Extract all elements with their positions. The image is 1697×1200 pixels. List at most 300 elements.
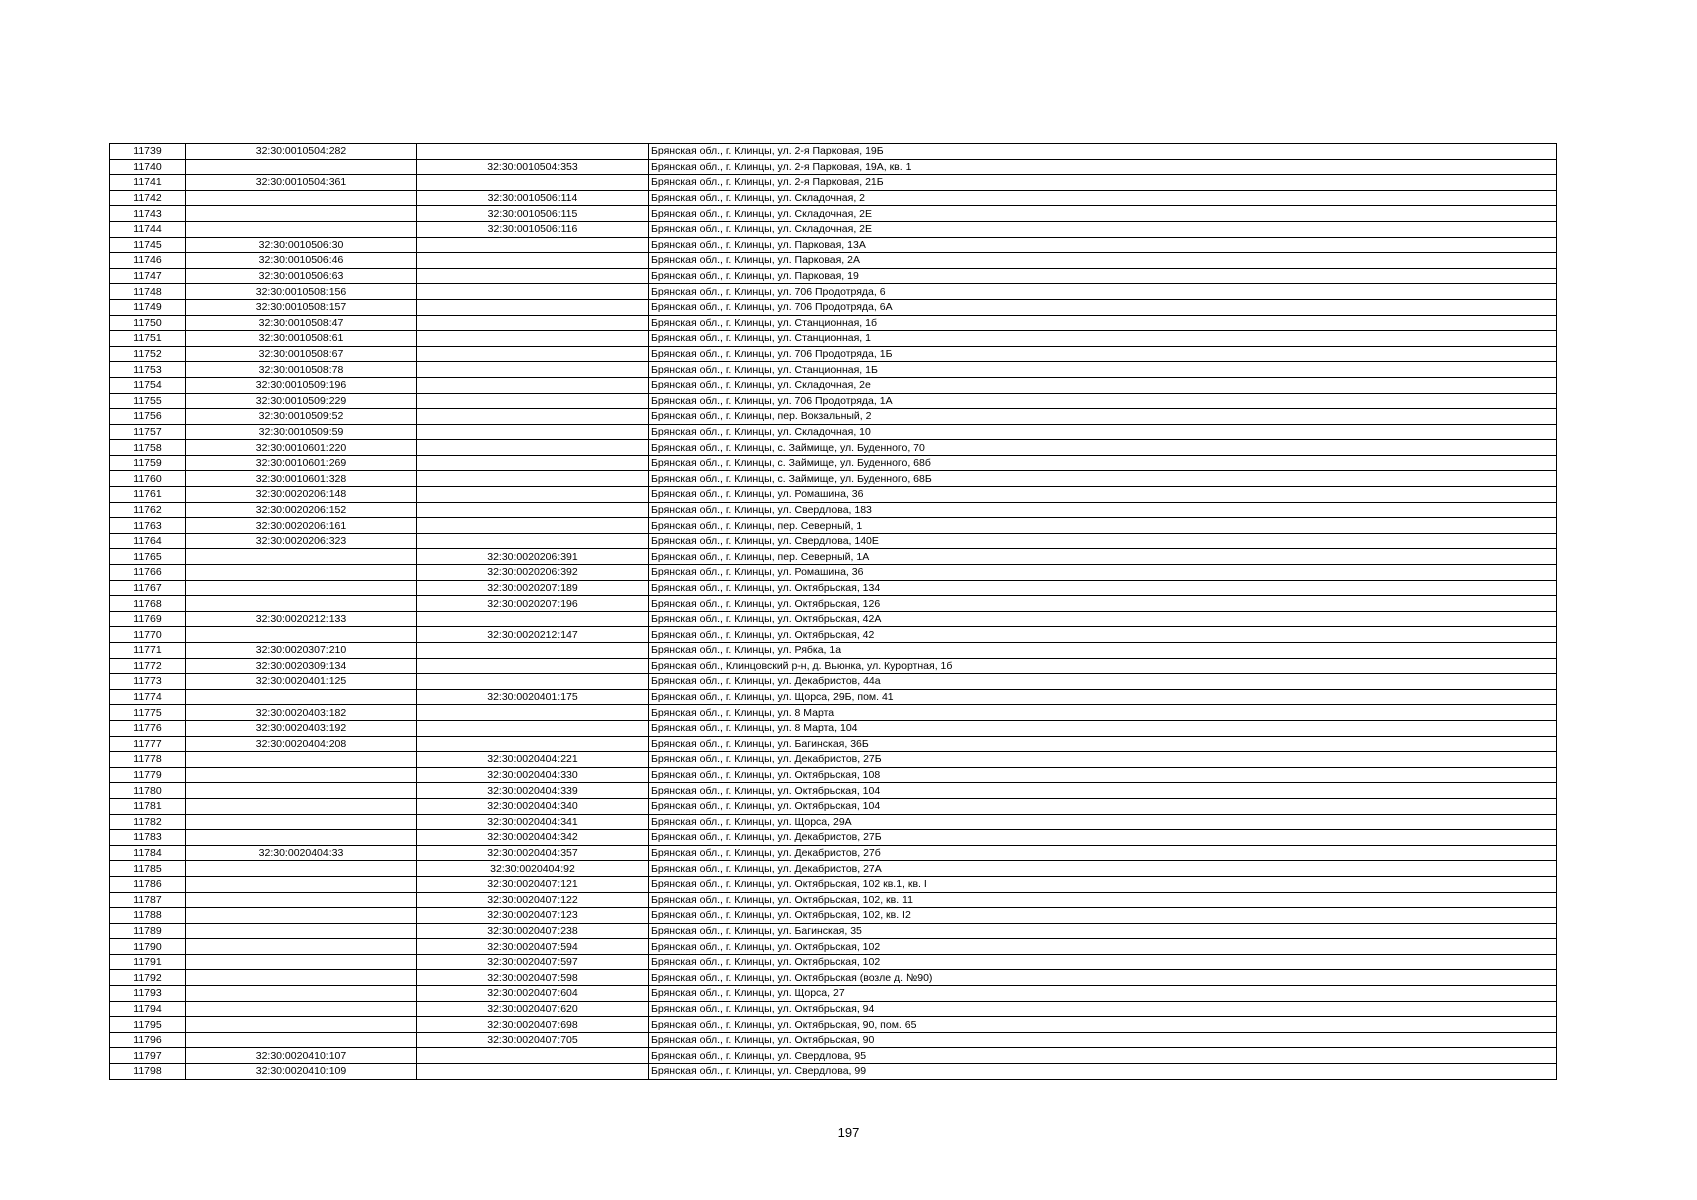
table-row — [110, 237, 1557, 253]
address-cell: Брянская обл., г. Клинцы, ул. Станционная, 1б — [649, 315, 1557, 331]
related-cadastral-number-cell: 32:30:0020407:121 — [417, 876, 649, 892]
related-cadastral-number-cell: 32:30:0020404:342 — [417, 830, 649, 846]
row-number-cell: 11785 — [110, 861, 186, 877]
cadastral-number-cell — [186, 689, 417, 705]
row-number-cell: 11784 — [110, 845, 186, 861]
row-number-cell: 11789 — [110, 923, 186, 939]
cadastral-number-cell: 32:30:0020212:133 — [186, 611, 417, 627]
table-row — [110, 377, 1557, 393]
cadastral-number-cell — [186, 908, 417, 924]
address-cell: Брянская обл., г. Клинцы, ул. Парковая, 2А — [649, 253, 1557, 269]
table-row — [110, 627, 1557, 643]
table-body — [110, 144, 1557, 1080]
related-cadastral-number-cell — [417, 705, 649, 721]
related-cadastral-number-cell: 32:30:0010506:115 — [417, 206, 649, 222]
table-row — [110, 424, 1557, 440]
table-row — [110, 190, 1557, 206]
row-number-cell: 11756 — [110, 409, 186, 425]
cadastral-number-cell: 32:30:0010508:47 — [186, 315, 417, 331]
row-number-cell: 11795 — [110, 1017, 186, 1033]
address-cell: Брянская обл., г. Клинцы, ул. Свердлова, 140Е — [649, 533, 1557, 549]
address-cell: Брянская обл., г. Клинцы, ул. Декабристов, 44а — [649, 674, 1557, 690]
cadastral-number-cell: 32:30:0010509:196 — [186, 377, 417, 393]
table-row — [110, 845, 1557, 861]
related-cadastral-number-cell — [417, 377, 649, 393]
address-cell: Брянская обл., г. Клинцы, ул. Ромашина, 36 — [649, 565, 1557, 581]
table-row — [110, 487, 1557, 503]
table-row — [110, 268, 1557, 284]
address-cell: Брянская обл., г. Клинцы, ул. Октябрьская, 104 — [649, 783, 1557, 799]
address-cell: Брянская обл., г. Клинцы, с. Займище, ул. Буденного, 70 — [649, 440, 1557, 456]
cadastral-number-cell — [186, 580, 417, 596]
table-row — [110, 1017, 1557, 1033]
row-number-cell: 11771 — [110, 643, 186, 659]
cadastral-number-cell — [186, 1001, 417, 1017]
address-cell: Брянская обл., г. Клинцы, ул. Октябрьская, 42А — [649, 611, 1557, 627]
related-cadastral-number-cell — [417, 674, 649, 690]
related-cadastral-number-cell: 32:30:0020404:357 — [417, 845, 649, 861]
address-cell: Брянская обл., г. Клинцы, ул. 706 Продотряда, 1А — [649, 393, 1557, 409]
cadastral-number-cell: 32:30:0010508:61 — [186, 331, 417, 347]
table-row — [110, 798, 1557, 814]
cadastral-number-cell: 32:30:0010601:220 — [186, 440, 417, 456]
related-cadastral-number-cell: 32:30:0020407:604 — [417, 986, 649, 1002]
table-row — [110, 720, 1557, 736]
address-cell: Брянская обл., г. Клинцы, ул. Октябрьская, 108 — [649, 767, 1557, 783]
related-cadastral-number-cell: 32:30:0020207:189 — [417, 580, 649, 596]
row-number-cell: 11772 — [110, 658, 186, 674]
related-cadastral-number-cell — [417, 1048, 649, 1064]
row-number-cell: 11792 — [110, 970, 186, 986]
table-row — [110, 159, 1557, 175]
address-cell: Брянская обл., г. Клинцы, ул. Щорса, 27 — [649, 986, 1557, 1002]
row-number-cell: 11757 — [110, 424, 186, 440]
related-cadastral-number-cell: 32:30:0010506:116 — [417, 221, 649, 237]
related-cadastral-number-cell — [417, 736, 649, 752]
cadastral-number-cell: 32:30:0010508:78 — [186, 362, 417, 378]
related-cadastral-number-cell: 32:30:0020212:147 — [417, 627, 649, 643]
address-cell: Брянская обл., г. Клинцы, ул. Станционная, 1 — [649, 331, 1557, 347]
cadastral-number-cell: 32:30:0020403:182 — [186, 705, 417, 721]
related-cadastral-number-cell — [417, 409, 649, 425]
cadastral-number-cell — [186, 565, 417, 581]
row-number-cell: 11759 — [110, 455, 186, 471]
row-number-cell: 11754 — [110, 377, 186, 393]
related-cadastral-number-cell — [417, 455, 649, 471]
address-cell: Брянская обл., г. Клинцы, ул. Свердлова, 99 — [649, 1064, 1557, 1080]
row-number-cell: 11774 — [110, 689, 186, 705]
cadastral-number-cell: 32:30:0020403:192 — [186, 720, 417, 736]
address-cell: Брянская обл., г. Клинцы, ул. Багинская, 35 — [649, 923, 1557, 939]
table-row — [110, 876, 1557, 892]
row-number-cell: 11791 — [110, 954, 186, 970]
row-number-cell: 11746 — [110, 253, 186, 269]
row-number-cell: 11750 — [110, 315, 186, 331]
cadastral-number-cell — [186, 783, 417, 799]
cadastral-number-cell: 32:30:0010509:52 — [186, 409, 417, 425]
cadastral-number-cell: 32:30:0020410:107 — [186, 1048, 417, 1064]
related-cadastral-number-cell — [417, 643, 649, 659]
related-cadastral-number-cell — [417, 502, 649, 518]
related-cadastral-number-cell — [417, 533, 649, 549]
row-number-cell: 11755 — [110, 393, 186, 409]
table-row — [110, 549, 1557, 565]
table-row — [110, 565, 1557, 581]
related-cadastral-number-cell: 32:30:0020207:196 — [417, 596, 649, 612]
cadastral-number-cell — [186, 954, 417, 970]
table-row — [110, 689, 1557, 705]
related-cadastral-number-cell: 32:30:0020407:597 — [417, 954, 649, 970]
address-cell: Брянская обл., г. Клинцы, ул. Ромашина, 36 — [649, 487, 1557, 503]
cadastral-number-cell: 32:30:0020404:208 — [186, 736, 417, 752]
table-row — [110, 1001, 1557, 1017]
address-cell: Брянская обл., г. Клинцы, ул. Щорса, 29Б, пом. 41 — [649, 689, 1557, 705]
table-row — [110, 1048, 1557, 1064]
related-cadastral-number-cell: 32:30:0020404:92 — [417, 861, 649, 877]
row-number-cell: 11798 — [110, 1064, 186, 1080]
related-cadastral-number-cell — [417, 175, 649, 191]
table-row — [110, 346, 1557, 362]
cadastral-number-cell — [186, 596, 417, 612]
cadastral-number-cell — [186, 986, 417, 1002]
cadastral-number-cell — [186, 752, 417, 768]
address-cell: Брянская обл., г. Клинцы, ул. Октябрьская, 102, кв. I2 — [649, 908, 1557, 924]
address-cell: Брянская обл., г. Клинцы, ул. Складочная, 10 — [649, 424, 1557, 440]
address-cell: Брянская обл., г. Клинцы, ул. Октябрьская, 134 — [649, 580, 1557, 596]
row-number-cell: 11775 — [110, 705, 186, 721]
table-row — [110, 409, 1557, 425]
row-number-cell: 11742 — [110, 190, 186, 206]
related-cadastral-number-cell — [417, 518, 649, 534]
address-cell: Брянская обл., г. Клинцы, пер. Северный, 1 — [649, 518, 1557, 534]
cadastral-number-cell: 32:30:0010601:328 — [186, 471, 417, 487]
address-cell: Брянская обл., г. Клинцы, ул. 2-я Парковая, 19А, кв. 1 — [649, 159, 1557, 175]
row-number-cell: 11743 — [110, 206, 186, 222]
row-number-cell: 11763 — [110, 518, 186, 534]
table-row — [110, 783, 1557, 799]
address-cell: Брянская обл., г. Клинцы, ул. Октябрьская, 94 — [649, 1001, 1557, 1017]
cadastral-number-cell: 32:30:0010504:361 — [186, 175, 417, 191]
related-cadastral-number-cell — [417, 315, 649, 331]
related-cadastral-number-cell: 32:30:0020407:238 — [417, 923, 649, 939]
cadastral-number-cell — [186, 1017, 417, 1033]
cadastral-table — [109, 143, 1557, 1080]
table-row — [110, 658, 1557, 674]
table-row — [110, 939, 1557, 955]
row-number-cell: 11748 — [110, 284, 186, 300]
related-cadastral-number-cell — [417, 253, 649, 269]
related-cadastral-number-cell: 32:30:0020407:705 — [417, 1032, 649, 1048]
related-cadastral-number-cell: 32:30:0020404:221 — [417, 752, 649, 768]
cadastral-number-cell: 32:30:0020206:161 — [186, 518, 417, 534]
address-cell: Брянская обл., г. Клинцы, ул. Свердлова, 183 — [649, 502, 1557, 518]
address-cell: Брянская обл., г. Клинцы, ул. Парковая, 13А — [649, 237, 1557, 253]
related-cadastral-number-cell: 32:30:0020206:391 — [417, 549, 649, 565]
related-cadastral-number-cell: 32:30:0020407:122 — [417, 892, 649, 908]
related-cadastral-number-cell: 32:30:0020206:392 — [417, 565, 649, 581]
table-row — [110, 471, 1557, 487]
table-row — [110, 206, 1557, 222]
cadastral-number-cell — [186, 1032, 417, 1048]
address-cell: Брянская обл., г. Клинцы, ул. Октябрьская, 126 — [649, 596, 1557, 612]
cadastral-number-cell: 32:30:0020410:109 — [186, 1064, 417, 1080]
cadastral-number-cell — [186, 767, 417, 783]
row-number-cell: 11769 — [110, 611, 186, 627]
row-number-cell: 11787 — [110, 892, 186, 908]
related-cadastral-number-cell: 32:30:0020404:340 — [417, 798, 649, 814]
related-cadastral-number-cell — [417, 471, 649, 487]
table-row — [110, 144, 1557, 160]
row-number-cell: 11760 — [110, 471, 186, 487]
cadastral-number-cell — [186, 861, 417, 877]
related-cadastral-number-cell: 32:30:0020407:594 — [417, 939, 649, 955]
address-cell: Брянская обл., г. Клинцы, ул. Декабристов, 27Б — [649, 752, 1557, 768]
address-cell: Брянская обл., г. Клинцы, пер. Северный, 1А — [649, 549, 1557, 565]
row-number-cell: 11767 — [110, 580, 186, 596]
related-cadastral-number-cell: 32:30:0020407:598 — [417, 970, 649, 986]
cadastral-number-cell — [186, 830, 417, 846]
cadastral-number-cell — [186, 206, 417, 222]
cadastral-number-cell: 32:30:0020206:148 — [186, 487, 417, 503]
cadastral-number-cell — [186, 970, 417, 986]
related-cadastral-number-cell — [417, 658, 649, 674]
address-cell: Брянская обл., г. Клинцы, ул. Октябрьская (возле д. №90) — [649, 970, 1557, 986]
row-number-cell: 11740 — [110, 159, 186, 175]
related-cadastral-number-cell: 32:30:0020404:339 — [417, 783, 649, 799]
row-number-cell: 11783 — [110, 830, 186, 846]
table-row — [110, 315, 1557, 331]
table-row — [110, 986, 1557, 1002]
address-cell: Брянская обл., г. Клинцы, ул. Декабристов, 27Б — [649, 830, 1557, 846]
table-row — [110, 502, 1557, 518]
row-number-cell: 11777 — [110, 736, 186, 752]
address-cell: Брянская обл., г. Клинцы, ул. Октябрьская, 102 — [649, 954, 1557, 970]
cadastral-number-cell: 32:30:0010509:59 — [186, 424, 417, 440]
related-cadastral-number-cell — [417, 440, 649, 456]
table-row — [110, 440, 1557, 456]
row-number-cell: 11739 — [110, 144, 186, 160]
row-number-cell: 11778 — [110, 752, 186, 768]
address-cell: Брянская обл., г. Клинцы, с. Займище, ул. Буденного, 68б — [649, 455, 1557, 471]
table-row — [110, 393, 1557, 409]
address-cell: Брянская обл., г. Клинцы, ул. 8 Марта, 104 — [649, 720, 1557, 736]
row-number-cell: 11761 — [110, 487, 186, 503]
table-row — [110, 1032, 1557, 1048]
related-cadastral-number-cell — [417, 393, 649, 409]
row-number-cell: 11797 — [110, 1048, 186, 1064]
related-cadastral-number-cell: 32:30:0020407:620 — [417, 1001, 649, 1017]
related-cadastral-number-cell — [417, 720, 649, 736]
cadastral-number-cell: 32:30:0020206:323 — [186, 533, 417, 549]
row-number-cell: 11768 — [110, 596, 186, 612]
row-number-cell: 11764 — [110, 533, 186, 549]
row-number-cell: 11753 — [110, 362, 186, 378]
row-number-cell: 11782 — [110, 814, 186, 830]
row-number-cell: 11751 — [110, 331, 186, 347]
table-row — [110, 892, 1557, 908]
related-cadastral-number-cell — [417, 611, 649, 627]
address-cell: Брянская обл., г. Клинцы, ул. 2-я Парковая, 21Б — [649, 175, 1557, 191]
address-cell: Брянская обл., г. Клинцы, ул. Складочная, 2 — [649, 190, 1557, 206]
row-number-cell: 11786 — [110, 876, 186, 892]
address-cell: Брянская обл., г. Клинцы, ул. Складочная, 2Е — [649, 221, 1557, 237]
related-cadastral-number-cell: 32:30:0010504:353 — [417, 159, 649, 175]
address-cell: Брянская обл., г. Клинцы, ул. Октябрьская, 102 — [649, 939, 1557, 955]
cadastral-number-cell: 32:30:0010506:30 — [186, 237, 417, 253]
table-row — [110, 643, 1557, 659]
related-cadastral-number-cell — [417, 268, 649, 284]
address-cell: Брянская обл., г. Клинцы, с. Займище, ул. Буденного, 68Б — [649, 471, 1557, 487]
row-number-cell: 11741 — [110, 175, 186, 191]
table-row — [110, 299, 1557, 315]
cadastral-number-cell — [186, 627, 417, 643]
related-cadastral-number-cell — [417, 1064, 649, 1080]
table-row — [110, 814, 1557, 830]
address-cell: Брянская обл., г. Клинцы, ул. Станционная, 1Б — [649, 362, 1557, 378]
cadastral-number-cell: 32:30:0010504:282 — [186, 144, 417, 160]
row-number-cell: 11752 — [110, 346, 186, 362]
related-cadastral-number-cell — [417, 487, 649, 503]
row-number-cell: 11781 — [110, 798, 186, 814]
address-cell: Брянская обл., г. Клинцы, ул. Октябрьская, 90, пом. 65 — [649, 1017, 1557, 1033]
row-number-cell: 11749 — [110, 299, 186, 315]
cadastral-number-cell: 32:30:0010506:46 — [186, 253, 417, 269]
address-cell: Брянская обл., г. Клинцы, ул. Октябрьская, 42 — [649, 627, 1557, 643]
table-row — [110, 767, 1557, 783]
row-number-cell: 11747 — [110, 268, 186, 284]
table-row — [110, 253, 1557, 269]
page-number: 197 — [837, 1125, 860, 1140]
cadastral-number-cell — [186, 892, 417, 908]
cadastral-number-cell: 32:30:0010509:229 — [186, 393, 417, 409]
address-cell: Брянская обл., г. Клинцы, пер. Вокзальный, 2 — [649, 409, 1557, 425]
related-cadastral-number-cell — [417, 331, 649, 347]
table-row — [110, 861, 1557, 877]
table-row — [110, 705, 1557, 721]
row-number-cell: 11788 — [110, 908, 186, 924]
row-number-cell: 11745 — [110, 237, 186, 253]
address-cell: Брянская обл., г. Клинцы, ул. Щорса, 29А — [649, 814, 1557, 830]
related-cadastral-number-cell: 32:30:0010506:114 — [417, 190, 649, 206]
cadastral-number-cell — [186, 190, 417, 206]
row-number-cell: 11773 — [110, 674, 186, 690]
address-cell: Брянская обл., г. Клинцы, ул. Рябка, 1а — [649, 643, 1557, 659]
table-row — [110, 970, 1557, 986]
related-cadastral-number-cell: 32:30:0020407:698 — [417, 1017, 649, 1033]
table-row — [110, 284, 1557, 300]
related-cadastral-number-cell: 32:30:0020404:341 — [417, 814, 649, 830]
cadastral-number-cell: 32:30:0020401:125 — [186, 674, 417, 690]
table-row — [110, 830, 1557, 846]
address-cell: Брянская обл., г. Клинцы, ул. 706 Продотряда, 1Б — [649, 346, 1557, 362]
row-number-cell: 11793 — [110, 986, 186, 1002]
table-row — [110, 331, 1557, 347]
row-number-cell: 11780 — [110, 783, 186, 799]
related-cadastral-number-cell: 32:30:0020404:330 — [417, 767, 649, 783]
address-cell: Брянская обл., г. Клинцы, ул. 8 Марта — [649, 705, 1557, 721]
address-cell: Брянская обл., г. Клинцы, ул. Октябрьская, 90 — [649, 1032, 1557, 1048]
table-row — [110, 611, 1557, 627]
table-row — [110, 455, 1557, 471]
row-number-cell: 11766 — [110, 565, 186, 581]
row-number-cell: 11779 — [110, 767, 186, 783]
related-cadastral-number-cell — [417, 362, 649, 378]
address-cell: Брянская обл., г. Клинцы, ул. Складочная, 2е — [649, 377, 1557, 393]
cadastral-number-cell: 32:30:0020307:210 — [186, 643, 417, 659]
cadastral-number-cell: 32:30:0010601:269 — [186, 455, 417, 471]
cadastral-number-cell: 32:30:0020404:33 — [186, 845, 417, 861]
table-row — [110, 596, 1557, 612]
address-cell: Брянская обл., г. Клинцы, ул. Свердлова, 95 — [649, 1048, 1557, 1064]
cadastral-number-cell — [186, 159, 417, 175]
related-cadastral-number-cell — [417, 299, 649, 315]
row-number-cell: 11770 — [110, 627, 186, 643]
address-cell: Брянская обл., Клинцовский р-н, д. Вьюнка, ул. Курортная, 1б — [649, 658, 1557, 674]
table-row — [110, 923, 1557, 939]
address-cell: Брянская обл., г. Клинцы, ул. 2-я Парковая, 19Б — [649, 144, 1557, 160]
cadastral-number-cell: 32:30:0010506:63 — [186, 268, 417, 284]
cadastral-number-cell: 32:30:0010508:156 — [186, 284, 417, 300]
cadastral-number-cell: 32:30:0010508:157 — [186, 299, 417, 315]
table-row — [110, 518, 1557, 534]
row-number-cell: 11790 — [110, 939, 186, 955]
address-cell: Брянская обл., г. Клинцы, ул. Парковая, 19 — [649, 268, 1557, 284]
row-number-cell: 11776 — [110, 720, 186, 736]
cadastral-number-cell — [186, 814, 417, 830]
address-cell: Брянская обл., г. Клинцы, ул. 706 Продотряда, 6 — [649, 284, 1557, 300]
row-number-cell: 11744 — [110, 221, 186, 237]
related-cadastral-number-cell: 32:30:0020407:123 — [417, 908, 649, 924]
related-cadastral-number-cell — [417, 424, 649, 440]
cadastral-number-cell — [186, 923, 417, 939]
address-cell: Брянская обл., г. Клинцы, ул. Октябрьская, 102, кв. 11 — [649, 892, 1557, 908]
cadastral-number-cell — [186, 221, 417, 237]
cadastral-number-cell: 32:30:0010508:67 — [186, 346, 417, 362]
cadastral-number-cell: 32:30:0020206:152 — [186, 502, 417, 518]
table-row — [110, 580, 1557, 596]
table-row — [110, 736, 1557, 752]
cadastral-number-cell — [186, 939, 417, 955]
cadastral-number-cell — [186, 549, 417, 565]
cadastral-number-cell — [186, 798, 417, 814]
address-cell: Брянская обл., г. Клинцы, ул. Багинская, 36Б — [649, 736, 1557, 752]
table-row — [110, 533, 1557, 549]
cadastral-number-cell — [186, 876, 417, 892]
table-row — [110, 674, 1557, 690]
table-row — [110, 954, 1557, 970]
address-cell: Брянская обл., г. Клинцы, ул. 706 Продотряда, 6А — [649, 299, 1557, 315]
row-number-cell: 11762 — [110, 502, 186, 518]
row-number-cell: 11765 — [110, 549, 186, 565]
address-cell: Брянская обл., г. Клинцы, ул. Декабристов, 27б — [649, 845, 1557, 861]
cadastral-number-cell: 32:30:0020309:134 — [186, 658, 417, 674]
table-row — [110, 1064, 1557, 1080]
related-cadastral-number-cell — [417, 346, 649, 362]
related-cadastral-number-cell: 32:30:0020401:175 — [417, 689, 649, 705]
row-number-cell: 11758 — [110, 440, 186, 456]
table-row — [110, 175, 1557, 191]
table-row — [110, 221, 1557, 237]
related-cadastral-number-cell — [417, 144, 649, 160]
address-cell: Брянская обл., г. Клинцы, ул. Складочная, 2Е — [649, 206, 1557, 222]
address-cell: Брянская обл., г. Клинцы, ул. Октябрьская, 102 кв.1, кв. I — [649, 876, 1557, 892]
table-row — [110, 362, 1557, 378]
row-number-cell: 11794 — [110, 1001, 186, 1017]
related-cadastral-number-cell — [417, 284, 649, 300]
address-cell: Брянская обл., г. Клинцы, ул. Октябрьская, 104 — [649, 798, 1557, 814]
related-cadastral-number-cell — [417, 237, 649, 253]
table-row — [110, 752, 1557, 768]
